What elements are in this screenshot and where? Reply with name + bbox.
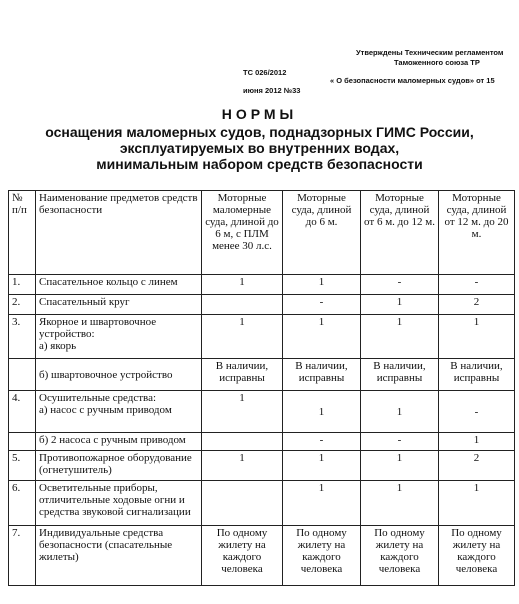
approval-line-2: Таможенного союза ТР — [394, 58, 480, 67]
header-col1: Моторные маломерные суда, длиной до 6 м, с ПЛМ менее 30 л.с. — [202, 191, 283, 275]
table-row — [9, 275, 515, 295]
row-num: 5. — [9, 451, 36, 481]
row-num: 3. — [9, 315, 36, 359]
row-subitem: а) якорь — [39, 340, 77, 352]
row-name: Осветительные приборы, отличительные ходовые огни и средства звуковой сигнализации — [36, 481, 202, 526]
row-value-col3: - — [361, 433, 439, 451]
row-value-col2: 1 — [283, 481, 361, 526]
row-name-text: Осушительные средства: — [39, 392, 157, 404]
row-subitem: а) насос с ручным приводом — [39, 404, 172, 416]
row-value-col3: По одному жилету на каждого человека — [361, 526, 439, 586]
row-num — [9, 433, 36, 451]
table-row — [9, 391, 515, 433]
header-name: Наименование предметов средств безопасности — [36, 191, 202, 275]
row-value-col1: 1 — [202, 275, 283, 295]
row-value-col1 — [202, 295, 283, 315]
date-line: июня 2012 №33 — [243, 86, 301, 95]
row-value-col4: В наличии, исправны — [439, 359, 515, 391]
row-name: Противопожарное оборудование (огнетушитель) — [36, 451, 202, 481]
row-value-col3: В наличии, исправны — [361, 359, 439, 391]
row-value-col3: 1 — [361, 295, 439, 315]
row-value-col3: 1 — [361, 481, 439, 526]
header-num: № п/п — [9, 191, 36, 275]
row-value-col2: - — [283, 295, 361, 315]
table-row — [9, 451, 515, 481]
tc-number: ТС 026/2012 — [243, 68, 287, 77]
row-num: 7. — [9, 526, 36, 586]
row-name — [36, 391, 202, 433]
row-name-text: Якорное и швартовочное устройство: — [39, 316, 157, 340]
subtitle-line-2: эксплуатируемых во внутренних водах, — [119, 140, 400, 156]
table-row — [9, 481, 515, 526]
table-row — [9, 295, 515, 315]
row-num: 6. — [9, 481, 36, 526]
row-value-col4: 2 — [439, 451, 515, 481]
row-value-col1 — [202, 433, 283, 451]
row-value-col2: 1 — [283, 315, 361, 359]
row-value-col4: 2 — [439, 295, 515, 315]
row-value-col2: 1 — [283, 451, 361, 481]
row-value-col4: - — [439, 275, 515, 295]
row-value-col1 — [202, 481, 283, 526]
document-title: НОРМЫ — [221, 106, 298, 122]
approval-line-1: Утверждены Техническим регламентом — [356, 48, 504, 57]
row-value-col1: 1 — [202, 315, 283, 359]
row-value-col3: 1 — [361, 315, 439, 359]
row-value-col1: По одному жилету на каждого человека — [202, 526, 283, 586]
row-value-col2: 1 — [283, 275, 361, 295]
row-num: 4. — [9, 391, 36, 433]
row-value-col3: 1 — [361, 391, 439, 433]
row-value-col1: 1 — [202, 391, 283, 433]
row-value-col4: 1 — [439, 315, 515, 359]
row-num — [9, 359, 36, 391]
row-value-col1: 1 — [202, 451, 283, 481]
subtitle-line-3: минимальным набором средств безопасности — [96, 156, 423, 172]
row-name: б) швартовочное устройство — [36, 359, 202, 391]
row-value-col2: - — [283, 433, 361, 451]
row-name: б) 2 насоса с ручным приводом — [36, 433, 202, 451]
subtitle-line-1: оснащения маломерных судов, поднадзорных ГИМС России, — [45, 124, 474, 140]
row-value-col1: В наличии, исправны — [202, 359, 283, 391]
header-col4: Моторные суда, длиной от 12 м. до 20 м. — [439, 191, 515, 275]
row-value-col3: - — [361, 275, 439, 295]
document-subtitle — [0, 124, 519, 172]
table-row — [9, 359, 515, 391]
norms-table — [8, 190, 515, 586]
row-value-col4: 1 — [439, 481, 515, 526]
table-row — [9, 526, 515, 586]
header-col2: Моторные суда, длиной до 6 м. — [283, 191, 361, 275]
row-value-col4: - — [439, 391, 515, 433]
table-row — [9, 433, 515, 451]
row-name: Спасательное кольцо с линем — [36, 275, 202, 295]
row-name: Индивидуальные средства безопасности (спасательные жилеты) — [36, 526, 202, 586]
header-col3: Моторные суда, длиной от 6 м. до 12 м. — [361, 191, 439, 275]
row-name — [36, 315, 202, 359]
table-header-row — [9, 191, 515, 275]
row-num: 1. — [9, 275, 36, 295]
regulation-name: « О безопасности маломерных судов» от 15 — [330, 76, 495, 85]
row-value-col2: В наличии, исправны — [283, 359, 361, 391]
row-num: 2. — [9, 295, 36, 315]
row-name: Спасательный круг — [36, 295, 202, 315]
row-value-col2: 1 — [283, 391, 361, 433]
row-value-col4: 1 — [439, 433, 515, 451]
row-value-col3: 1 — [361, 451, 439, 481]
table-row — [9, 315, 515, 359]
row-value-col4: По одному жилету на каждого человека — [439, 526, 515, 586]
row-value-col2: По одному жилету на каждого человека — [283, 526, 361, 586]
